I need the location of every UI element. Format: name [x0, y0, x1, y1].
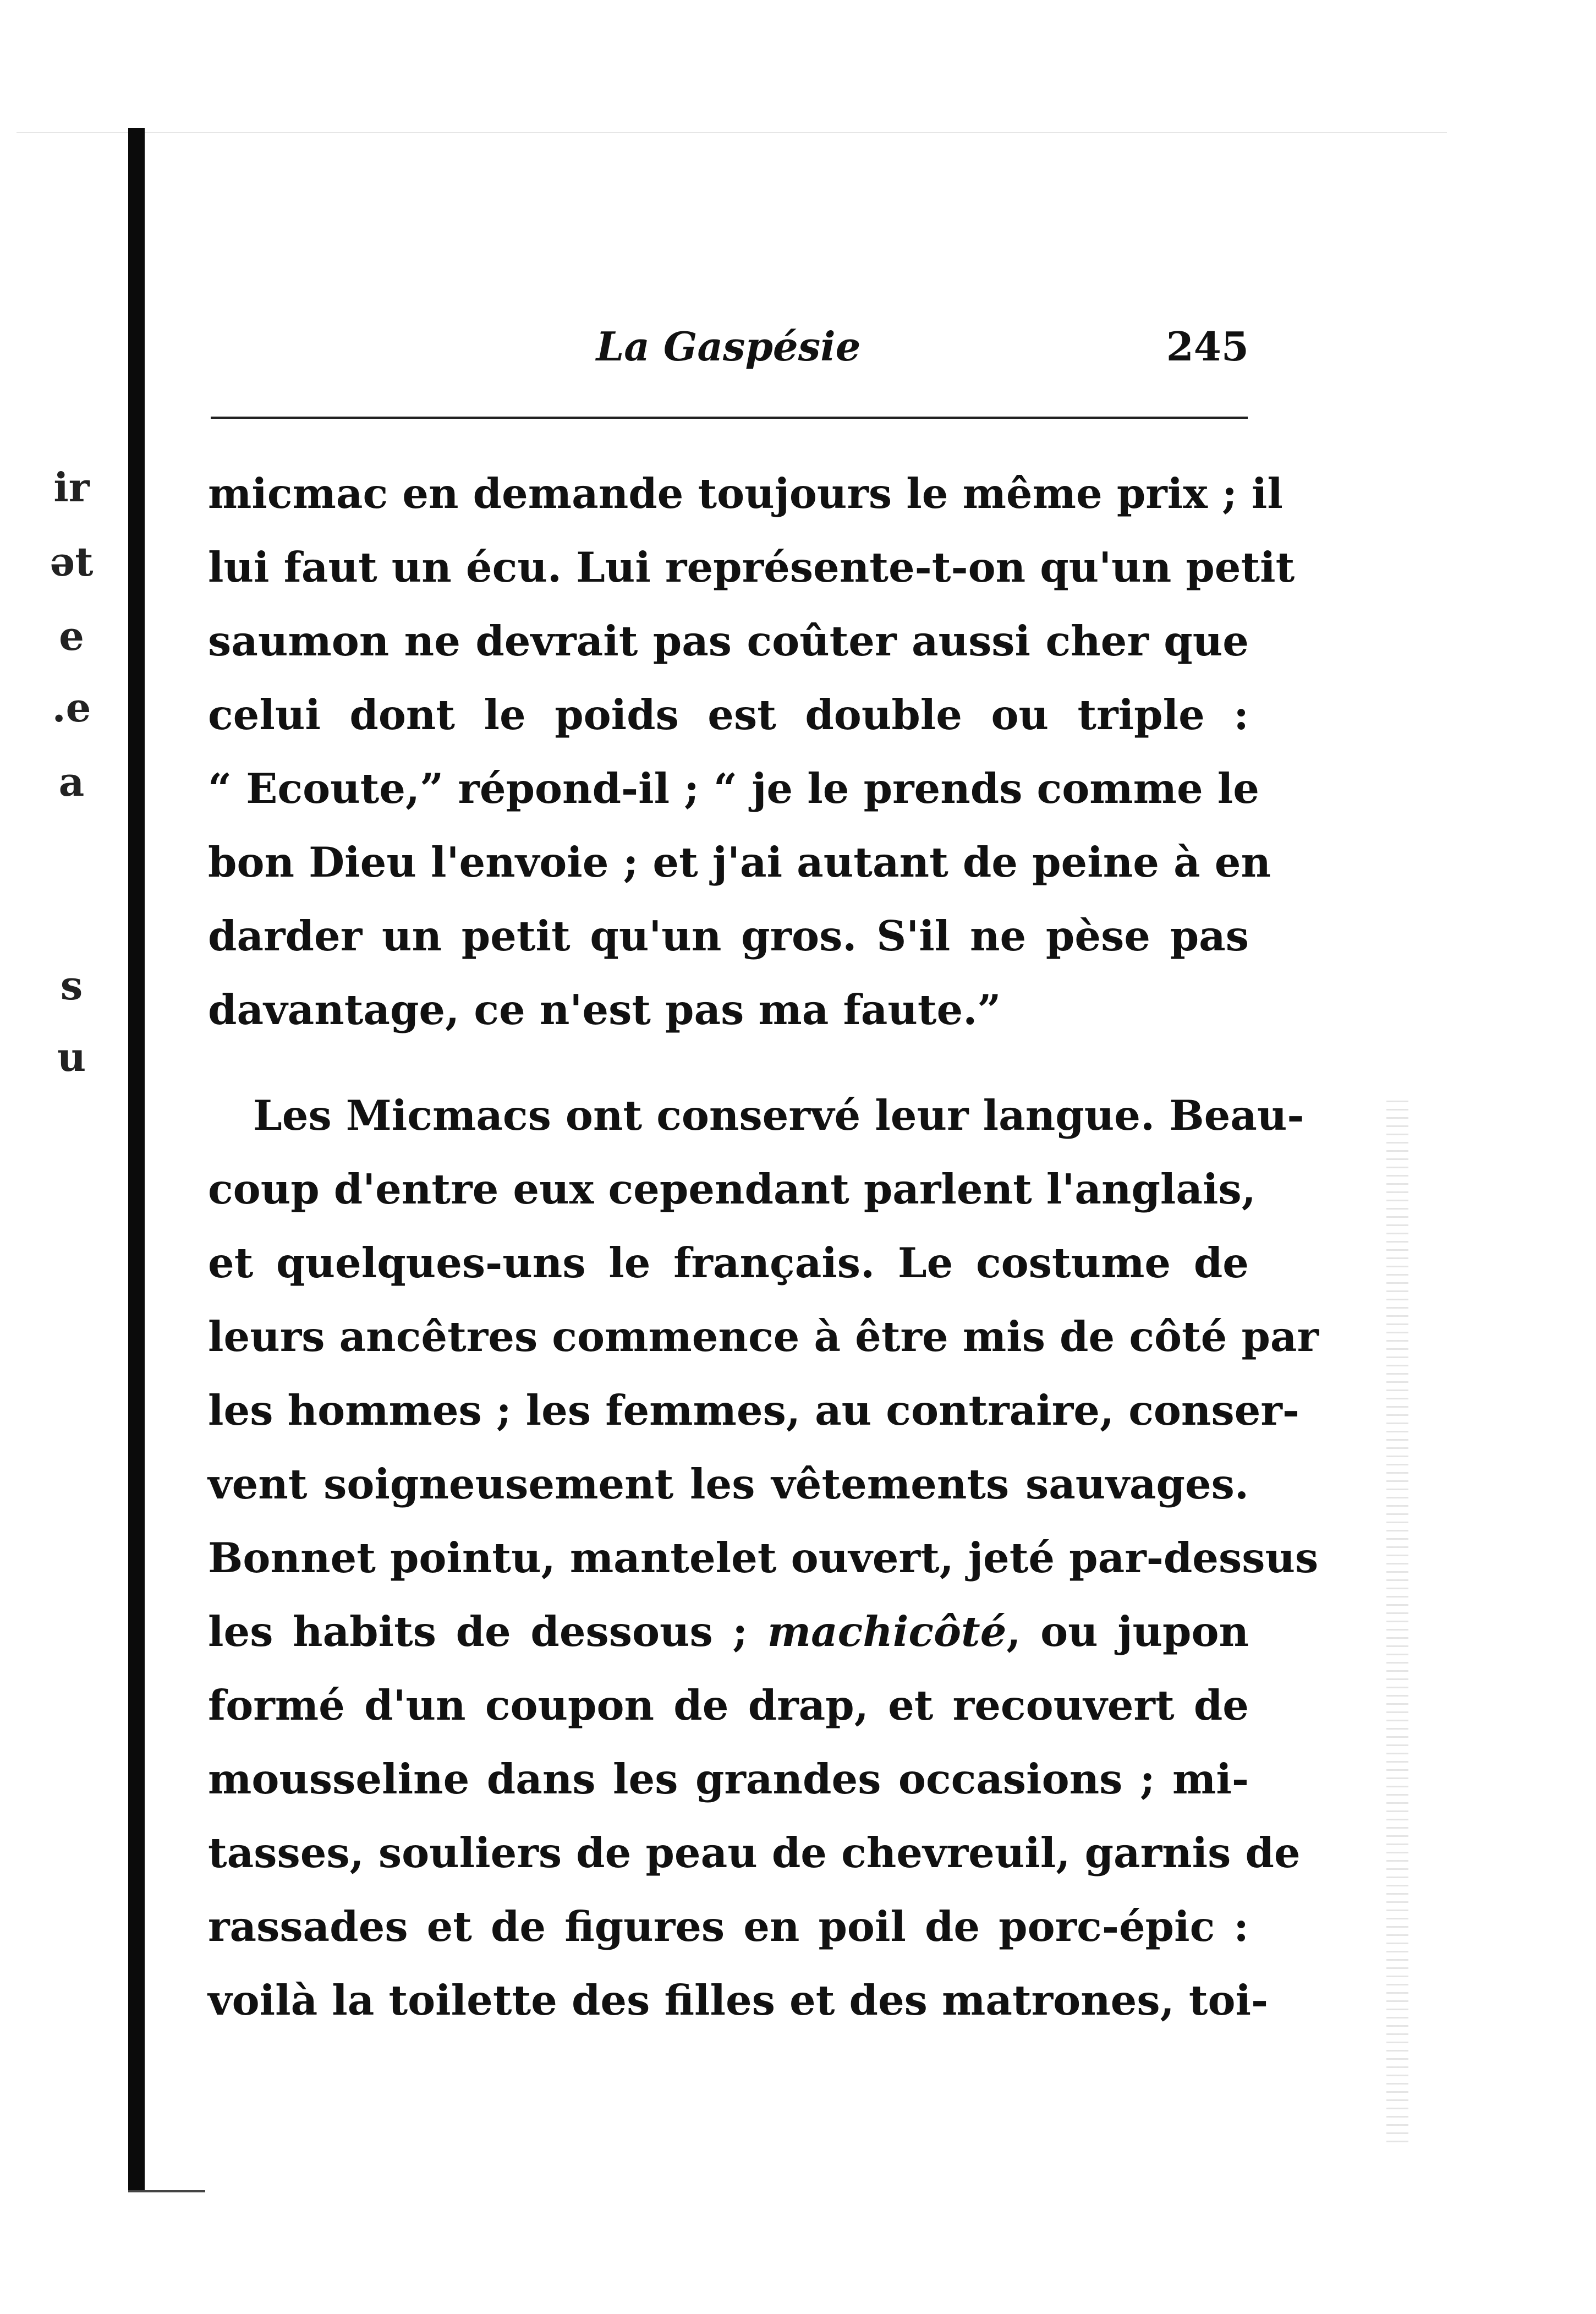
body-text — [208, 457, 1319, 2037]
gutter-letter: ət — [50, 538, 94, 585]
text-line: micmac en demande toujours le même prix ; il — [208, 469, 1283, 518]
text-line: coup d'entre eux cependant parlent l'anglais, — [208, 1165, 1256, 1213]
header-rule — [211, 417, 1248, 419]
text-line: “ Ecoute,” répond-il ; “ je le prends comme le — [208, 764, 1259, 813]
gutter-letter: .e — [52, 684, 91, 731]
paragraph-2 — [208, 1079, 1319, 2037]
text-segment: les habits de dessous ; — [208, 1607, 748, 1656]
page-number: 245 — [1166, 323, 1249, 370]
text-line: et quelques-uns le français. Le costume de — [208, 1239, 1249, 1287]
text-line: Bonnet pointu, mantelet ouvert, jeté par-dessus — [208, 1534, 1319, 1582]
gutter-letter: s — [60, 962, 83, 1009]
text-line: voilà la toilette des filles et des matrones, toi- — [208, 1976, 1269, 2025]
text-line: tasses, souliers de peau de chevreuil, garnis de — [208, 1829, 1301, 1877]
text-segment: , ou jupon — [1006, 1607, 1249, 1656]
binding-edge-foot — [128, 2190, 205, 2192]
gutter-letter: ir — [53, 464, 90, 511]
facing-page-gutter — [33, 0, 121, 2314]
scan-top-smudge — [17, 132, 1447, 133]
text-line: bon Dieu l'envoie ; et j'ai autant de peine à en — [208, 838, 1271, 887]
running-title: La Gaspésie — [596, 323, 861, 370]
text-line: les hommes ; les femmes, au contraire, conser- — [208, 1386, 1300, 1435]
gutter-letter: e — [59, 612, 84, 659]
gutter-letter: a — [58, 758, 85, 805]
text-line: rassades et de figures en poil de porc-épic : — [208, 1902, 1249, 1951]
text-line: formé d'un coupon de drap, et recouvert de — [208, 1681, 1249, 1730]
text-line: saumon ne devrait pas coûter aussi cher que — [208, 617, 1249, 665]
gutter-letter: u — [57, 1033, 86, 1080]
text-line: celui dont le poids est double ou triple : — [208, 691, 1249, 739]
page-header — [208, 314, 1249, 380]
text-line: mousseline dans les grandes occasions ; mi- — [208, 1755, 1249, 1803]
text-line: davantage, ce n'est pas ma faute.” — [208, 986, 1001, 1034]
paragraph-gap — [208, 1047, 1249, 1079]
text-line: lui faut un écu. Lui représente-t-on qu'un petit — [208, 543, 1295, 592]
text-line: leurs ancêtres commence à être mis de côté par — [208, 1312, 1319, 1361]
text-line: Les Micmacs ont conservé leur langue. Beau- — [253, 1091, 1304, 1140]
text-line: darder un petit qu'un gros. S'il ne pèse pas — [208, 912, 1249, 960]
scan-right-edge-noise — [1386, 1101, 1408, 2146]
binding-edge — [128, 128, 145, 2192]
text-line: vent soigneusement les vêtements sauvages. — [208, 1460, 1249, 1508]
text-line-with-italic — [208, 1595, 1249, 1669]
italic-word: machicôté — [767, 1607, 1007, 1656]
paragraph-1 — [208, 457, 1295, 1047]
